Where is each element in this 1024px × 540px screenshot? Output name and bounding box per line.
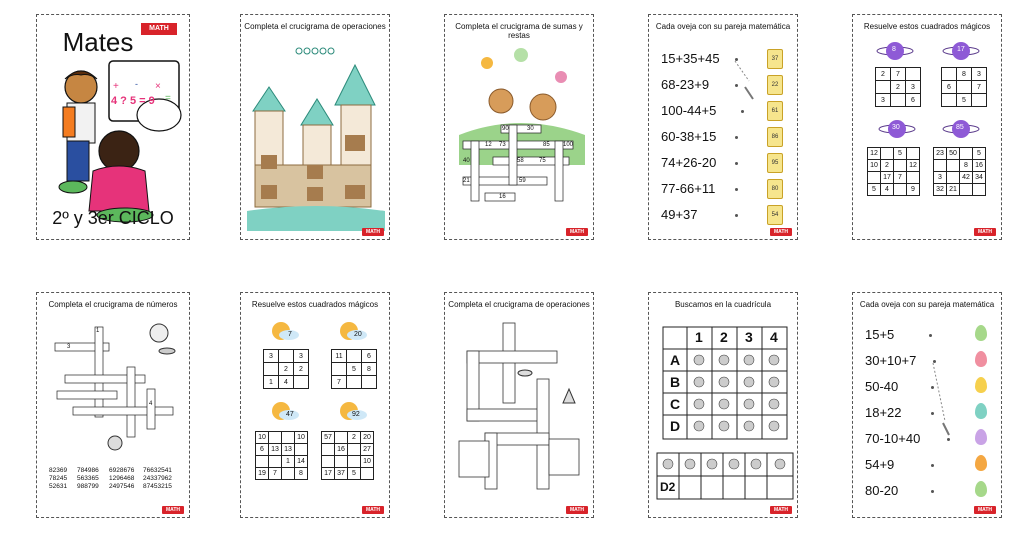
target-sum: 92 (352, 411, 360, 418)
expression: 77-66+11 (661, 181, 716, 196)
worksheet-crossword-operations[interactable] (240, 14, 390, 240)
answer-label: D2 (660, 480, 676, 494)
sun-icons (241, 293, 390, 518)
pencil-icon (853, 293, 1002, 518)
worksheet-magic-squares-a[interactable] (852, 14, 1002, 240)
math-logo: MATH (362, 506, 384, 514)
svg-text:×: × (155, 81, 161, 92)
target-sum: 7 (288, 331, 292, 338)
worksheet-sums-subtractions[interactable] (444, 14, 594, 240)
svg-text:=: = (165, 93, 171, 104)
crossword-cell: 1 (96, 328, 100, 334)
castle-illustration (241, 15, 390, 240)
magic-square: 11 6 5 8 7 (331, 349, 377, 389)
crossword-cell: 40 (463, 158, 470, 164)
worksheet-sheep-pairs-b[interactable] (852, 292, 1002, 518)
math-logo: MATH (566, 506, 588, 514)
number-column: 784986 563365 988799 (77, 467, 99, 490)
cover-subtitle: 2º y 3er CICLO (52, 208, 174, 228)
answer-tag: 61 (767, 101, 783, 121)
expression: 60-38+15 (661, 129, 717, 144)
cover-title: Mates (62, 27, 134, 57)
page-title: Resuelve estos cuadrados mágicos (863, 22, 991, 31)
magic-square: 10 10 6 13 13 1 14 19 7 8 (255, 431, 308, 480)
page-title: Buscamos en la cuadrícula (674, 300, 772, 309)
target-sum: 30 (892, 124, 900, 131)
target-sum: 8 (892, 46, 896, 53)
worksheet-crossword-operations-space[interactable] (444, 292, 594, 518)
crossword-cell: 4 (149, 401, 153, 407)
crossword-cell: 30 (527, 126, 534, 132)
expression: 15+35+45 (661, 51, 720, 66)
math-logo: MATH (162, 506, 184, 514)
crossword-cell: 12 (485, 142, 492, 148)
expression: 100-44+5 (661, 103, 717, 118)
planet-icons (853, 15, 1002, 240)
magic-square: 3 3 2 2 1 4 (263, 349, 309, 389)
magic-square: 12 5 10 2 12 17 7 5 4 9 (867, 147, 920, 196)
magic-square: 57 2 20 16 27 10 17 37 5 (321, 431, 374, 480)
page-title: Completa el crucigrama de sumas y restas (455, 22, 583, 40)
expression: 80-20 (865, 483, 899, 498)
crossword-cell: 59 (519, 178, 526, 184)
svg-text:+: + (113, 81, 119, 92)
math-logo: MATH (770, 228, 792, 236)
page-title: Cada oveja con su pareja matemática (655, 22, 791, 31)
svg-text:-: - (135, 79, 138, 89)
worksheet-magic-squares-b[interactable] (240, 292, 390, 518)
crossword-cell: 58 (517, 158, 524, 164)
target-sum: 20 (354, 331, 362, 338)
magic-square: 23 50 5 8 16 3 42 34 32 21 (933, 147, 986, 196)
crossword-cell: 75 (539, 158, 546, 164)
page-title: Completa el crucigrama de números (48, 300, 178, 309)
answer-tag: 95 (767, 153, 783, 173)
worksheet-grid-search[interactable] (648, 292, 798, 518)
bears-illustration (445, 15, 594, 240)
expression: 30+10+7 (865, 353, 917, 368)
grid-col-header: 3 (745, 329, 753, 345)
math-logo: MATH (770, 506, 792, 514)
expression: 50-40 (865, 379, 899, 394)
grid-col-header: 4 (770, 329, 778, 345)
worksheet-sheep-pairs[interactable] (648, 14, 798, 240)
worksheet-cover[interactable] (36, 14, 190, 240)
crossword-cell: 3 (67, 344, 71, 350)
expression: 68-23+9 (661, 77, 710, 92)
number-column: 76632541 24337962 87453215 (143, 467, 172, 490)
answer-tag: 54 (767, 205, 783, 225)
number-column: 82369 78245 52631 (49, 467, 68, 490)
crossword-cell: 21 (463, 178, 470, 184)
crossword-cell: 100 (563, 142, 574, 148)
board-equation: 4 ? 5 = 9 (111, 95, 155, 107)
math-logo: MATH (566, 228, 588, 236)
grid-row-header: C (670, 396, 681, 412)
magic-square: 2 7 2 3 3 6 (875, 67, 921, 107)
page-title: Completa el crucigrama de operaciones (244, 22, 386, 31)
target-sum: 17 (957, 46, 965, 53)
expression: 70-10+40 (865, 431, 921, 446)
grid-row-header: A (670, 352, 681, 368)
crossword-cell: 16 (499, 194, 506, 200)
expression: 74+26-20 (661, 155, 717, 170)
page-title: Completa el crucigrama de operaciones (448, 300, 590, 309)
math-logo: MATH (362, 228, 384, 236)
grid-col-header: 2 (720, 329, 728, 345)
worksheet-number-crossword[interactable] (36, 292, 190, 518)
magic-square: 8 3 6 7 5 (941, 67, 987, 107)
answer-tag: 37 (767, 49, 783, 69)
expression: 18+22 (865, 405, 902, 420)
answer-tag: 86 (767, 127, 783, 147)
answer-tag: 80 (767, 179, 783, 199)
math-logo: MATH (974, 228, 996, 236)
target-sum: 85 (956, 124, 964, 131)
crossword-cell: 85 (543, 142, 550, 148)
grid-col-header: 1 (695, 329, 703, 345)
expression: 49+37 (661, 207, 698, 222)
pencil-icon (649, 15, 798, 240)
crossword-cell: 90 (502, 126, 509, 132)
grid-row-header: D (670, 418, 681, 434)
number-column: 6928676 1296468 2497546 (109, 467, 135, 490)
cover-illustration (37, 15, 190, 240)
answer-tag: 22 (767, 75, 783, 95)
space-path-illustration (445, 293, 594, 518)
target-sum: 47 (286, 411, 294, 418)
page-title: Resuelve estos cuadrados mágicos (251, 300, 379, 309)
expression: 54+9 (865, 457, 895, 472)
math-logo: MATH (974, 506, 996, 514)
expression: 15+5 (865, 327, 895, 342)
crossword-cell: 73 (499, 142, 506, 148)
math-badge: MATH (141, 23, 177, 35)
page-title: Cada oveja con su pareja matemática (859, 300, 995, 309)
grid-row-header: B (670, 374, 681, 390)
